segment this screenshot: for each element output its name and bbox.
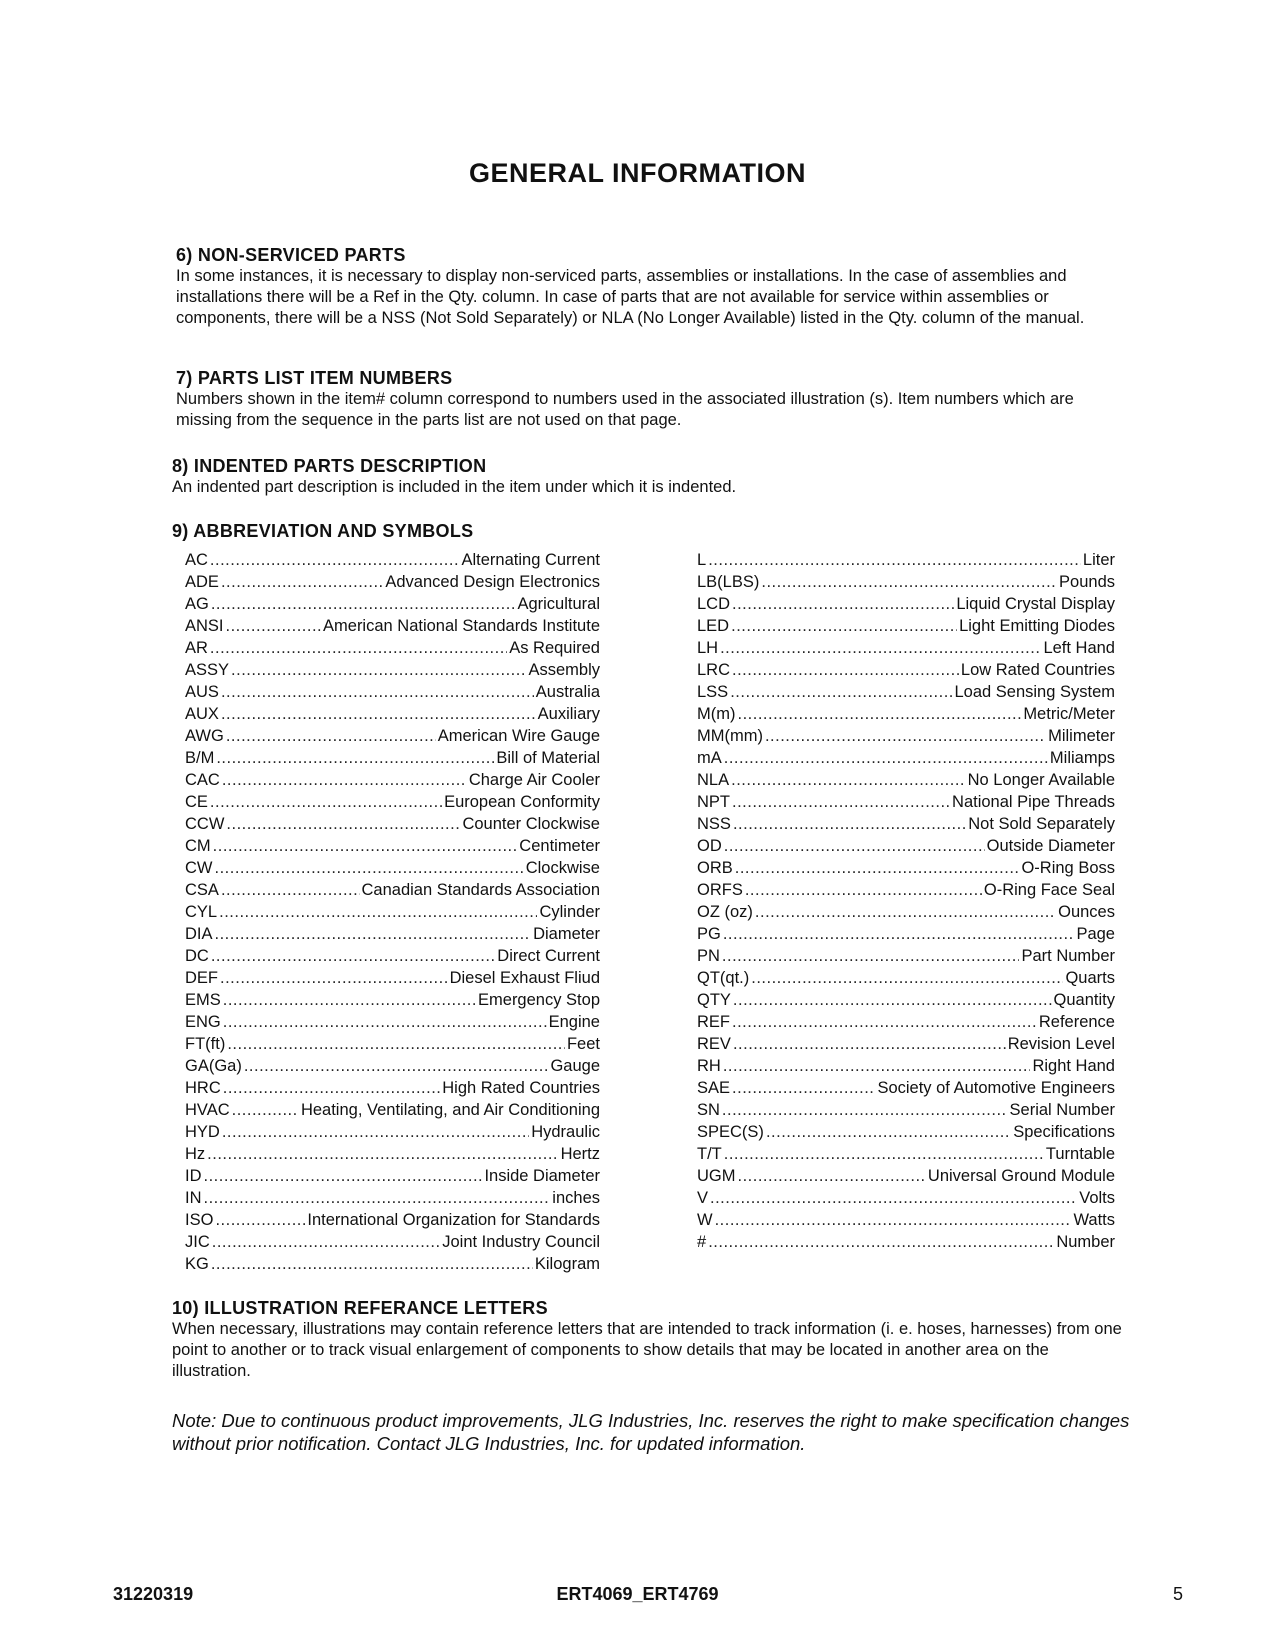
abbreviation-term: AC xyxy=(185,551,208,569)
abbreviation-term: AUX xyxy=(185,705,219,723)
abbreviation-row xyxy=(185,703,600,725)
abbreviation-term: AR xyxy=(185,639,208,657)
abbreviation-row xyxy=(185,967,600,989)
dot-leader xyxy=(765,725,1046,747)
abbreviation-meaning: International Organization for Standards xyxy=(307,1211,600,1229)
abbreviation-term: ID xyxy=(185,1167,202,1185)
abbreviation-row xyxy=(697,835,1115,857)
abbreviation-term: PG xyxy=(697,925,721,943)
abbreviation-term: OZ (oz) xyxy=(697,903,753,921)
abbreviation-meaning: Serial Number xyxy=(1009,1101,1115,1119)
abbreviation-meaning: Auxiliary xyxy=(537,705,600,723)
abbreviation-term: NLA xyxy=(697,771,730,789)
abbreviation-meaning: Part Number xyxy=(1021,947,1115,965)
abbreviation-term: W xyxy=(697,1211,713,1229)
abbreviation-term: SAE xyxy=(697,1079,731,1097)
dot-leader xyxy=(723,1055,1031,1077)
abbreviation-term: FT(ft) xyxy=(185,1035,226,1053)
abbreviation-meaning: Specifications xyxy=(1013,1123,1115,1141)
dot-leader xyxy=(708,549,1081,571)
abbreviation-row xyxy=(697,681,1115,703)
dot-leader xyxy=(216,747,494,769)
abbreviation-term: L xyxy=(697,551,707,569)
dot-leader xyxy=(223,989,476,1011)
abbreviation-meaning: Low Rated Countries xyxy=(960,661,1115,679)
abbreviation-meaning: Gauge xyxy=(550,1057,600,1075)
abbreviation-row xyxy=(185,813,600,835)
abbreviation-term: CAC xyxy=(185,771,220,789)
abbreviation-meaning: Joint Industry Council xyxy=(442,1233,600,1251)
abbreviation-meaning: Page xyxy=(1076,925,1115,943)
abbreviation-row xyxy=(185,747,600,769)
dot-leader xyxy=(210,549,460,571)
dot-leader xyxy=(210,791,442,813)
dot-leader xyxy=(731,769,966,791)
abbreviation-row xyxy=(185,1121,600,1143)
abbreviation-term: M(m) xyxy=(697,705,736,723)
abbreviation-term: IN xyxy=(185,1189,202,1207)
abbreviation-row xyxy=(697,857,1115,879)
abbreviation-row xyxy=(697,1055,1115,1077)
abbreviation-row xyxy=(185,923,600,945)
abbreviation-meaning: Outside Diameter xyxy=(986,837,1115,855)
abbreviation-meaning: No Longer Available xyxy=(967,771,1115,789)
abbreviation-row xyxy=(697,1187,1115,1209)
dot-leader xyxy=(226,615,322,637)
dot-leader xyxy=(710,1187,1077,1209)
dot-leader xyxy=(732,593,954,615)
dot-leader xyxy=(733,813,966,835)
abbreviation-term: UGM xyxy=(697,1167,736,1185)
dot-leader xyxy=(732,1011,1037,1033)
abbreviation-term: ORFS xyxy=(697,881,743,899)
abbreviation-meaning: Hydraulic xyxy=(531,1123,600,1141)
section-body: An indented part description is included in the item under which it is indented. xyxy=(172,478,737,496)
abbreviation-term: DIA xyxy=(185,925,213,943)
abbreviation-meaning: Counter Clockwise xyxy=(462,815,600,833)
abbreviation-row xyxy=(697,703,1115,725)
abbreviation-row xyxy=(697,923,1115,945)
dot-leader xyxy=(724,835,985,857)
abbreviation-row xyxy=(697,1143,1115,1165)
abbreviation-meaning: Universal Ground Module xyxy=(927,1167,1115,1185)
dot-leader xyxy=(211,1253,533,1275)
dot-leader xyxy=(723,923,1075,945)
dot-leader xyxy=(221,703,536,725)
abbreviation-term: MM(mm) xyxy=(697,727,763,745)
dot-leader xyxy=(722,1099,1008,1121)
dot-leader xyxy=(204,1187,551,1209)
dot-leader xyxy=(731,615,957,637)
abbreviation-term: ISO xyxy=(185,1211,214,1229)
abbreviation-meaning: Liquid Crystal Display xyxy=(956,595,1115,613)
abbreviation-row xyxy=(697,967,1115,989)
abbreviation-row xyxy=(185,1187,600,1209)
abbreviation-meaning: Number xyxy=(1056,1233,1115,1251)
abbreviation-term: KG xyxy=(185,1255,209,1273)
abbreviation-list-right xyxy=(697,549,1115,1253)
dot-leader xyxy=(204,1165,483,1187)
abbreviation-term: QTY xyxy=(697,991,731,1009)
abbreviation-row xyxy=(185,1143,600,1165)
abbreviation-row xyxy=(697,1209,1115,1231)
section-non-serviced-parts xyxy=(176,244,1121,329)
abbreviation-meaning: Quarts xyxy=(1065,969,1115,987)
dot-leader xyxy=(732,791,950,813)
dot-leader xyxy=(755,901,1056,923)
dot-leader xyxy=(210,637,507,659)
abbreviation-meaning: Charge Air Cooler xyxy=(468,771,600,789)
abbreviation-meaning: Ounces xyxy=(1058,903,1115,921)
abbreviation-term: EMS xyxy=(185,991,221,1009)
abbreviation-row xyxy=(185,637,600,659)
abbreviation-row xyxy=(697,989,1115,1011)
abbreviation-row xyxy=(185,769,600,791)
abbreviation-row xyxy=(185,549,600,571)
dot-leader xyxy=(244,1055,549,1077)
abbreviation-term: CM xyxy=(185,837,211,855)
abbreviation-row xyxy=(697,1011,1115,1033)
dot-leader xyxy=(223,1011,547,1033)
dot-leader xyxy=(715,1209,1072,1231)
dot-leader xyxy=(222,1121,529,1143)
dot-leader xyxy=(221,681,534,703)
dot-leader xyxy=(733,1033,1006,1055)
abbreviation-meaning: Clockwise xyxy=(525,859,600,877)
abbreviation-meaning: Load Sensing System xyxy=(954,683,1115,701)
dot-leader xyxy=(722,945,1020,967)
section-heading: 10) ILLUSTRATION REFERANCE LETTERS xyxy=(172,1298,548,1318)
disclaimer-note: Note: Due to continuous product improvements, JLG Industries, Inc. reserves the right to make specification changes without prior notification. Contact JLG Industries, Inc. for updated information. xyxy=(172,1410,1130,1454)
abbreviation-term: V xyxy=(697,1189,709,1207)
abbreviation-term: # xyxy=(697,1233,707,1251)
abbreviation-term: HVAC xyxy=(185,1101,230,1119)
abbreviation-meaning: O-Ring Boss xyxy=(1021,859,1115,877)
abbreviation-row xyxy=(185,615,600,637)
footer-doc-number: 31220319 xyxy=(113,1584,194,1604)
abbreviation-row xyxy=(697,901,1115,923)
abbreviation-term: CW xyxy=(185,859,213,877)
abbreviation-meaning: Light Emitting Diodes xyxy=(959,617,1115,635)
dot-leader xyxy=(219,901,537,923)
abbreviation-term: GA(Ga) xyxy=(185,1057,242,1075)
abbreviation-term: ANSI xyxy=(185,617,224,635)
abbreviation-row xyxy=(185,1011,600,1033)
abbreviation-row xyxy=(185,1209,600,1231)
dot-leader xyxy=(231,659,526,681)
abbreviation-term: ADE xyxy=(185,573,219,591)
abbreviation-meaning: Advanced Design Electronics xyxy=(385,573,600,591)
abbreviation-meaning: American Wire Gauge xyxy=(437,727,600,745)
dot-leader xyxy=(222,769,467,791)
abbreviation-meaning: Inside Diameter xyxy=(484,1167,600,1185)
abbreviation-term: LH xyxy=(697,639,719,657)
dot-leader xyxy=(223,1077,441,1099)
dot-leader xyxy=(708,1231,1054,1253)
abbreviation-term: JIC xyxy=(185,1233,210,1251)
abbreviation-meaning: National Pipe Threads xyxy=(952,793,1115,811)
abbreviation-row xyxy=(697,945,1115,967)
abbreviation-row xyxy=(185,725,600,747)
abbreviation-term: AUS xyxy=(185,683,219,701)
abbreviation-term: DEF xyxy=(185,969,218,987)
section-heading: 9) ABBREVIATION AND SYMBOLS xyxy=(172,521,474,541)
abbreviation-meaning: Revision Level xyxy=(1007,1035,1115,1053)
abbreviation-row xyxy=(697,1099,1115,1121)
abbreviation-meaning: American National Standards Institute xyxy=(323,617,600,635)
abbreviation-term: Hz xyxy=(185,1145,206,1163)
abbreviation-meaning: Not Sold Separately xyxy=(968,815,1115,833)
abbreviation-row xyxy=(697,593,1115,615)
abbreviation-row xyxy=(697,1121,1115,1143)
abbreviation-term: SN xyxy=(697,1101,720,1119)
dot-leader xyxy=(213,835,518,857)
abbreviation-meaning: Cylinder xyxy=(539,903,600,921)
dot-leader xyxy=(735,857,1020,879)
abbreviation-meaning: Alternating Current xyxy=(461,551,600,569)
abbreviation-meaning: Turntable xyxy=(1045,1145,1115,1163)
abbreviation-term: QT(qt.) xyxy=(697,969,750,987)
abbreviation-term: LED xyxy=(697,617,730,635)
abbreviation-meaning: Agricultural xyxy=(517,595,600,613)
abbreviation-term: OD xyxy=(697,837,722,855)
abbreviation-row xyxy=(185,659,600,681)
abbreviation-row xyxy=(697,1165,1115,1187)
dot-leader xyxy=(221,879,360,901)
abbreviation-row xyxy=(697,549,1115,571)
abbreviation-row xyxy=(697,615,1115,637)
abbreviation-row xyxy=(697,1231,1115,1253)
abbreviation-term: HRC xyxy=(185,1079,221,1097)
abbreviation-term: CSA xyxy=(185,881,219,899)
section-body: In some instances, it is necessary to display non-serviced parts, assemblies or installations. In the case of assemblies and installations there will be a Ref in the Qty. column. In case of parts that are not available for service within assemblies or components, there will be a NSS (Not Sold Separately) or NLA (No Longer Available) listed in the Qty. column of the manual. xyxy=(176,267,1085,327)
abbreviation-row xyxy=(697,725,1115,747)
abbreviation-term: B/M xyxy=(185,749,215,767)
abbreviation-meaning: Society of Automotive Engineers xyxy=(877,1079,1115,1097)
abbreviation-term: HYD xyxy=(185,1123,220,1141)
abbreviation-term: NPT xyxy=(697,793,730,811)
abbreviation-meaning: Canadian Standards Association xyxy=(361,881,600,899)
section-indented-parts-description xyxy=(172,455,1122,498)
abbreviation-term: LB(LBS) xyxy=(697,573,760,591)
footer-page-number: 5 xyxy=(1173,1584,1184,1604)
abbreviation-term: PN xyxy=(697,947,720,965)
section-heading: 8) INDENTED PARTS DESCRIPTION xyxy=(172,456,487,476)
dot-leader xyxy=(766,1121,1011,1143)
dot-leader xyxy=(220,967,448,989)
section-abbreviation-and-symbols xyxy=(172,520,1122,542)
abbreviation-term: SPEC(S) xyxy=(697,1123,764,1141)
section-body: Numbers shown in the item# column correspond to numbers used in the associated illustration (s). Item numbers which are missing from the sequence in the parts list are not used on that page. xyxy=(176,390,1074,429)
abbreviation-meaning: Hertz xyxy=(560,1145,600,1163)
abbreviation-meaning: Emergency Stop xyxy=(478,991,600,1009)
abbreviation-term: LCD xyxy=(697,595,731,613)
abbreviation-meaning: Heating, Ventilating, and Air Conditioning xyxy=(300,1101,600,1119)
dot-leader xyxy=(724,747,1048,769)
dot-leader xyxy=(737,703,1021,725)
abbreviation-meaning: European Conformity xyxy=(444,793,600,811)
abbreviation-meaning: Assembly xyxy=(528,661,600,679)
abbreviation-term: ORB xyxy=(697,859,733,877)
abbreviation-meaning: Feet xyxy=(566,1035,600,1053)
dot-leader xyxy=(730,681,952,703)
abbreviation-term: AG xyxy=(185,595,209,613)
abbreviation-row xyxy=(697,1077,1115,1099)
page-title: GENERAL INFORMATION xyxy=(469,158,806,188)
abbreviation-meaning: Miliamps xyxy=(1049,749,1115,767)
abbreviation-meaning: Australia xyxy=(535,683,600,701)
dot-leader xyxy=(212,1231,441,1253)
dot-leader xyxy=(221,571,383,593)
abbreviation-list-left xyxy=(185,549,600,1275)
abbreviation-term: RH xyxy=(697,1057,721,1075)
dot-leader xyxy=(733,989,1052,1011)
abbreviation-meaning: Quantity xyxy=(1053,991,1115,1009)
abbreviation-meaning: Watts xyxy=(1073,1211,1115,1229)
abbreviation-row xyxy=(697,1033,1115,1055)
abbreviation-term: CCW xyxy=(185,815,225,833)
dot-leader xyxy=(215,857,524,879)
abbreviation-term: CYL xyxy=(185,903,218,921)
dot-leader xyxy=(215,1209,305,1231)
abbreviation-meaning: Metric/Meter xyxy=(1023,705,1115,723)
abbreviation-row xyxy=(185,1231,600,1253)
abbreviation-meaning: Reference xyxy=(1038,1013,1115,1031)
abbreviation-term: T/T xyxy=(697,1145,722,1163)
abbreviation-row xyxy=(697,659,1115,681)
abbreviation-term: REF xyxy=(697,1013,730,1031)
abbreviation-row xyxy=(185,571,600,593)
abbreviation-term: NSS xyxy=(697,815,731,833)
section-heading: 6) NON-SERVICED PARTS xyxy=(176,245,406,265)
abbreviation-row xyxy=(185,1099,600,1121)
abbreviation-meaning: Pounds xyxy=(1059,573,1115,591)
section-illustration-reference-letters xyxy=(172,1297,1122,1382)
dot-leader xyxy=(761,571,1057,593)
abbreviation-row xyxy=(185,879,600,901)
abbreviation-row xyxy=(185,1055,600,1077)
abbreviation-meaning: Engine xyxy=(548,1013,600,1031)
abbreviation-term: ASSY xyxy=(185,661,230,679)
abbreviation-meaning: Centimeter xyxy=(519,837,600,855)
abbreviation-meaning: Diesel Exhaust Fliud xyxy=(449,969,600,987)
abbreviation-row xyxy=(185,1165,600,1187)
dot-leader xyxy=(732,1077,875,1099)
abbreviation-row xyxy=(185,857,600,879)
dot-leader xyxy=(724,1143,1044,1165)
dot-leader xyxy=(226,725,436,747)
abbreviation-row xyxy=(697,747,1115,769)
abbreviation-meaning: Direct Current xyxy=(497,947,600,965)
abbreviation-term: LSS xyxy=(697,683,729,701)
abbreviation-row xyxy=(697,791,1115,813)
dot-leader xyxy=(215,923,532,945)
dot-leader xyxy=(211,593,516,615)
footer-model: ERT4069_ERT4769 xyxy=(556,1584,719,1604)
section-parts-list-item-numbers xyxy=(176,367,1126,431)
dot-leader xyxy=(211,945,495,967)
abbreviation-meaning: Diameter xyxy=(533,925,600,943)
abbreviation-meaning: As Required xyxy=(509,639,600,657)
dot-leader xyxy=(738,1165,926,1187)
abbreviation-row xyxy=(185,1077,600,1099)
abbreviation-meaning: Liter xyxy=(1082,551,1115,569)
dot-leader xyxy=(207,1143,558,1165)
dot-leader xyxy=(227,1033,565,1055)
abbreviation-row xyxy=(697,571,1115,593)
section-heading: 7) PARTS LIST ITEM NUMBERS xyxy=(176,368,453,388)
abbreviation-meaning: Bill of Material xyxy=(496,749,600,767)
dot-leader xyxy=(745,879,982,901)
abbreviation-meaning: Left Hand xyxy=(1043,639,1115,657)
dot-leader xyxy=(226,813,460,835)
abbreviation-term: mA xyxy=(697,749,722,767)
abbreviation-term: REV xyxy=(697,1035,731,1053)
dot-leader xyxy=(720,637,1041,659)
abbreviation-row xyxy=(697,769,1115,791)
dot-leader xyxy=(751,967,1063,989)
abbreviation-meaning: Right Hand xyxy=(1032,1057,1115,1075)
abbreviation-row xyxy=(185,1033,600,1055)
abbreviation-term: LRC xyxy=(697,661,731,679)
abbreviation-row xyxy=(185,593,600,615)
abbreviation-row xyxy=(185,791,600,813)
abbreviation-row xyxy=(697,879,1115,901)
dot-leader xyxy=(232,1099,299,1121)
abbreviation-term: DC xyxy=(185,947,209,965)
abbreviation-row xyxy=(185,835,600,857)
abbreviation-meaning: High Rated Countries xyxy=(442,1079,600,1097)
section-body: When necessary, illustrations may contain reference letters that are intended to track information (i. e. hoses, harnesses) from one point to another or to track visual enlargement of components to show details that may be located in another area on the illustration. xyxy=(172,1320,1122,1380)
abbreviation-meaning: inches xyxy=(552,1189,600,1207)
abbreviation-row xyxy=(185,945,600,967)
abbreviation-row xyxy=(185,681,600,703)
abbreviation-row xyxy=(185,901,600,923)
abbreviation-term: ENG xyxy=(185,1013,221,1031)
abbreviation-row xyxy=(185,989,600,1011)
dot-leader xyxy=(732,659,959,681)
abbreviation-meaning: Kilogram xyxy=(534,1255,600,1273)
abbreviation-term: CE xyxy=(185,793,208,811)
abbreviation-meaning: Volts xyxy=(1079,1189,1115,1207)
abbreviation-meaning: O-Ring Face Seal xyxy=(983,881,1115,899)
abbreviation-meaning: Milimeter xyxy=(1048,727,1115,745)
abbreviation-row xyxy=(185,1253,600,1275)
abbreviation-row xyxy=(697,637,1115,659)
abbreviation-term: AWG xyxy=(185,727,224,745)
abbreviation-row xyxy=(697,813,1115,835)
